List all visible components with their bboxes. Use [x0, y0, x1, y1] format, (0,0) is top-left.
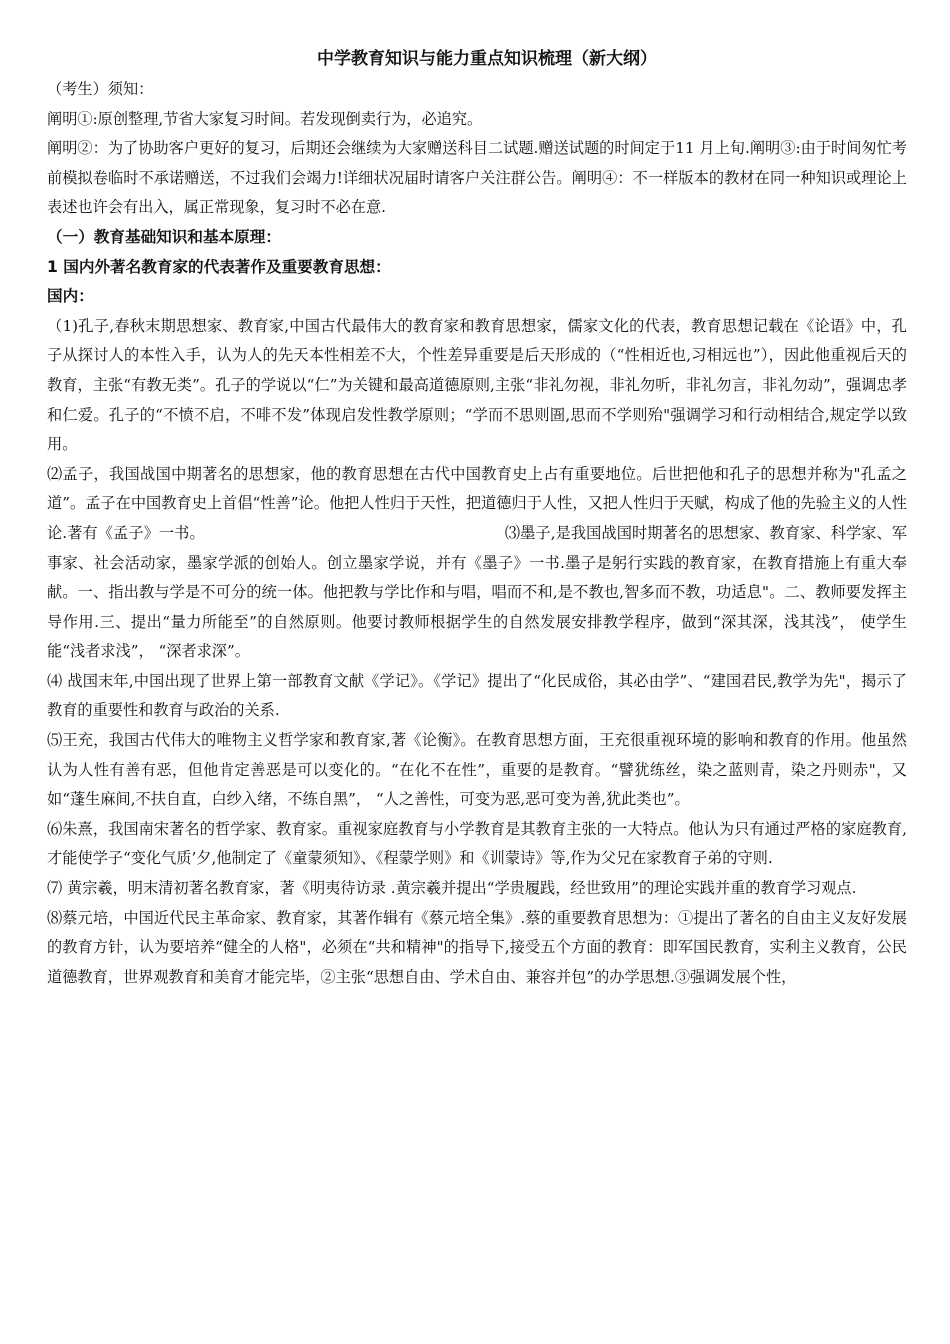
notice-label: （考生）须知： [47, 80, 154, 98]
paragraph-confucius: （1)孔子,春秋末期思想家、教育家,中国古代最伟大的教育家和教育思想家，儒家文化的代表，教育思想记载在《论语》中，孔子从探讨人的本性入手，认为人的先天本性相差不大，个性差异重要是后天形成的（“性相近也,习相远也”），因此他重视后天的教育，主张“有教无类”。孔子的学说以“仁”为关键和最高道德原则,主张“非礼勿视，非礼勿听，非礼勿言，非礼勿动”，强调忠孝和仁爱。孔子的“不愤不启，不啡不发”体现启发性教学原则；“学而不思则圄,思而不学则殆"强调学习和行动相结合,规定学以致用。 [47, 316, 907, 454]
paragraph-mozi-text: ⑶墨子,是我国战国时期著名的思想家、教育家、科学家、军事家、社会活动家，墨家学派的创始人。创立墨家学说，并有《墨子》一书.墨子是躬行实践的教育家，在教育措施上有重大奉献。一、指出教与学是不可分的统一体。他把教与学比作和与唱，唱而不和,是不教也,智多而不教，功适息"。二、教师要发挥主导作用.三、提出“量力所能至”的自然原则。他要讨教师根据学生的自然发展安排教学程序，做到“深其深，浅其浅”， 使学生能“浅者求浅”， “深者求深”。 [47, 523, 908, 661]
paragraph-wangchong: ⑸王充，我国古代伟大的唯物主义哲学家和教育家,著《论衡》。在教育思想方面，王充很重视环境的影响和教育的作用。他虽然认为人性有善有恶，但他肯定善恶是可以变化的。“在化不在性”，重要的是教育。“譬犹练丝，染之蓝则青，染之丹则赤"，又如“蓬生麻间,不扶自直，白纱入绪，不练自黑”， “人之善性，可变为恶,恶可变为善,犹此类也”。 [47, 731, 907, 809]
document-page [47, 46, 907, 992]
notice-2: 阐明②：为了协助客户更好的复习，后期还会继续为大家赠送科目二试题.赠送试题的时间定于11 月上旬.阐明③:由于时间匆忙考前模拟卷临时不承诺赠送，不过我们会竭力!详细状况届时请客户关注群公告。阐明④：不一样版本的教材在同一种知识或理论上表述也许会有出入，属正常现象，复习时不必在意. [47, 139, 907, 217]
subsection-heading: 1 国内外著名教育家的代表著作及重要教育思想： [47, 257, 391, 276]
paragraph-caiyuanpei: ⑻蔡元培，中国近代民主革命家、教育家，其著作辑有《蔡元培全集》.蔡的重要教育思想为：①提出了著名的自由主义友好发展的教育方针，认为要培养“健全的人格"，必须在“共和精神"的指导下,接受五个方面的教育：即军国民教育，实利主义教育，公民道德教育，世界观教育和美育才能完毕，②主张“思想自由、学术自由、兼容并包”的办学思想.③强调发展个性， [47, 908, 907, 986]
section-heading: （一）教育基础知识和基本原理： [47, 227, 281, 246]
paragraph-mencius-text: ⑵孟子，我国战国中期著名的思想家，他的教育思想在古代中国教育史上占有重要地位。后世把他和孔子的思想并称为"孔孟之道”。孟子在中国教育史上首倡“性善”论。他把人性归于天性，把道德归于人性，又把人性归于天赋，构成了他的先验主义的人性论.著有《孟子》一书。 [47, 464, 907, 542]
document-title: 中学教育知识与能力重点知识梳理（新大纲） [317, 49, 657, 69]
paragraph-zhuxi: ⑹朱熹，我国南宋著名的哲学家、教育家。重视家庭教育与小学教育是其教育主张的一大特点。他认为只有通过严格的家庭教育,才能使学子“变化气质’夕,他制定了《童蒙须知》、《程蒙学则》和《训蒙诗》等,作为父兄在家教育子弟的守则. [47, 819, 907, 868]
paragraph-huangzongxi: ⑺ 黄宗羲，明末清初著名教育家，著《明夷待访录 .黄宗羲并提出“学贵履践，经世致用”的理论实践并重的教育学习观点. [47, 879, 857, 898]
paragraph-xueji: ⑷ 战国末年,中国出现了世界上第一部教育文献《学记》。《学记》提出了“化民成俗，其必由学”、“建国君民,教学为先"，揭示了教育的重要性和教育与政治的关系. [47, 671, 907, 720]
domestic-heading: 国内： [47, 287, 94, 306]
notice-1: 阐明①:原创整理,节省大家复习时间。若发现倒卖行为，必追究。 [47, 109, 483, 128]
paragraph-mencius [47, 460, 907, 667]
